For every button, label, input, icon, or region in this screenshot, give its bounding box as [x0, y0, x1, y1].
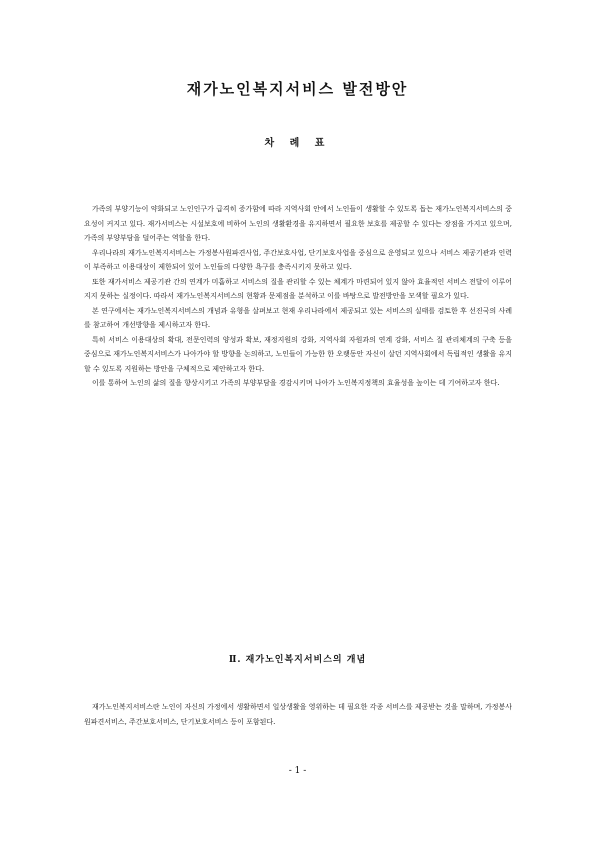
body-paragraph: 또한 재가서비스 제공기관 간의 연계가 미흡하고 서비스의 질을 관리할 수 있는 체계가 마련되어 있지 않아 효율적인 서비스 전달이 이루어지지 못하는 실정이다. 따라서 재가노인복지서비스의 현황과 문제점을 분석하고 이를 바탕으로 발전방안을 모색할 필요가 있다.	[84, 277, 512, 300]
body-paragraph: 특히 서비스 이용대상의 확대, 전문인력의 양성과 확보, 재정지원의 강화, 지역사회 자원과의 연계 강화, 서비스 질 관리체계의 구축 등을 중심으로 재가노인복지서비스가 나아가야 할 방향을 논의하고, 노인들이 가능한 한 오랫동안 자신이 살던 지역사회에서 독립적인 생활을 유지할 수 있도록 지원하는 방안을 구체적으로 제안하고자 한다.	[84, 335, 512, 373]
section-heading: Ⅱ. 재가노인복지서비스의 개념	[228, 655, 367, 665]
body-paragraph: 가족의 부양기능이 약화되고 노인인구가 급격히 증가함에 따라 지역사회 안에서 노인들이 생활할 수 있도록 돕는 재가노인복지서비스의 중요성이 커지고 있다. 재가서비스는 시설보호에 비하여 노인의 생활환경을 유지하면서 필요한 보호를 제공할 수 있다는 장점을 가지고 있으며, 가족의 부양부담을 덜어주는 역할을 한다.	[84, 205, 512, 242]
intro-body	[84, 202, 512, 391]
author-name: 차 례 표	[264, 138, 331, 149]
page-number: - 1 -	[288, 766, 307, 776]
body-paragraph: 우리나라의 재가노인복지서비스는 가정봉사원파견사업, 주간보호사업, 단기보호사업을 중심으로 운영되고 있으나 서비스 제공기관과 인력이 부족하고 이용대상이 제한되어 있어 노인들의 다양한 욕구를 충족시키지 못하고 있다.	[84, 248, 512, 271]
document-title: 재가노인복지서비스 발전방안	[186, 80, 409, 98]
section-body	[84, 700, 512, 729]
body-paragraph: 재가노인복지서비스란 노인이 자신의 가정에서 생활하면서 일상생활을 영위하는 데 필요한 각종 서비스를 제공받는 것을 말하며, 가정봉사원파견서비스, 주간보호서비스, 단기보호서비스 등이 포함된다.	[84, 703, 512, 726]
body-paragraph: 이를 통하여 노인의 삶의 질을 향상시키고 가족의 부양부담을 경감시키며 나아가 노인복지정책의 효율성을 높이는 데 기여하고자 한다.	[92, 379, 500, 387]
body-paragraph: 본 연구에서는 재가노인복지서비스의 개념과 유형을 살펴보고 현재 우리나라에서 제공되고 있는 서비스의 실태를 검토한 후 선진국의 사례를 참고하여 개선방향을 제시하고자 한다.	[84, 306, 512, 329]
